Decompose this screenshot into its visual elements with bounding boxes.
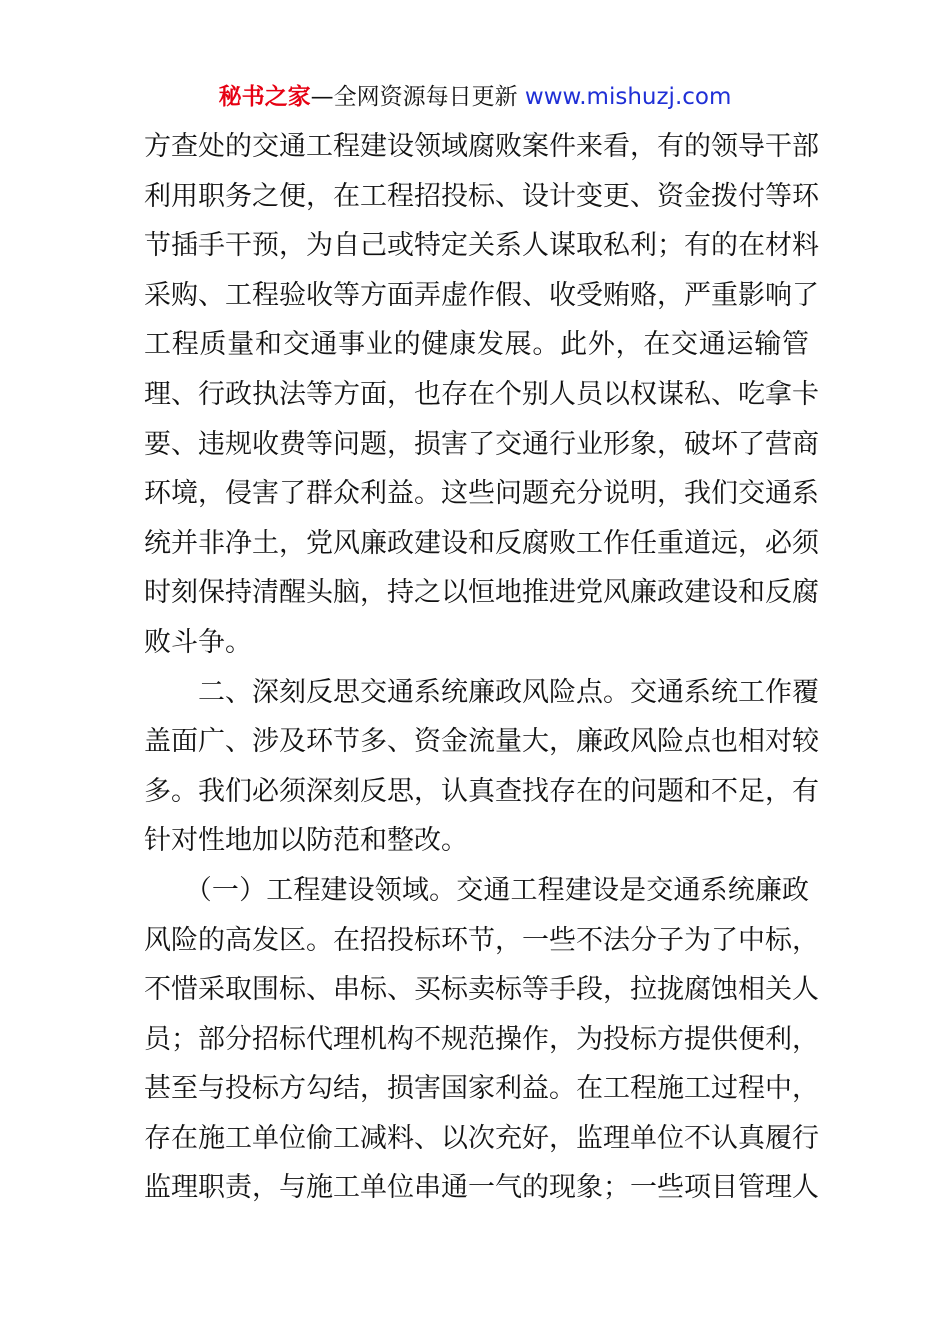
text-line: （一）工程建设领域。交通工程建设是交通系统廉政: [144, 874, 809, 906]
text-line: 针对性地加以防范和整改。: [144, 825, 468, 857]
text-line: 工程质量和交通事业的健康发展。此外，在交通运输管: [144, 329, 809, 361]
document-body: [144, 122, 819, 1213]
text-line: 员；部分招标代理机构不规范操作，为投标方提供便利，: [144, 1023, 819, 1055]
text-line: 败斗争。: [144, 626, 252, 658]
text-line: 方查处的交通工程建设领域腐败案件来看，有的领导干部: [144, 131, 819, 162]
text-line: 理、行政执法等方面，也存在个别人员以权谋私、吃拿卡: [144, 378, 819, 410]
site-url[interactable]: www.mishuzj.com: [524, 84, 732, 110]
text-line: 二、深刻反思交通系统廉政风险点。交通系统工作覆: [144, 676, 819, 708]
text-line: 采购、工程验收等方面弄虚作假、收受贿赂，严重影响了: [144, 279, 819, 311]
text-line: 利用职务之便，在工程招投标、设计变更、资金拨付等环: [144, 180, 819, 212]
text-line: 要、违规收费等问题，损害了交通行业形象，破坏了营商: [144, 428, 819, 460]
header-tagline: —全网资源每日更新: [310, 84, 525, 110]
text-line: 统并非净土，党风廉政建设和反腐败工作任重道远，必须: [144, 527, 819, 559]
text-line: 节插手干预，为自己或特定关系人谋取私利；有的在材料: [144, 230, 819, 262]
text-line: 盖面广、涉及环节多、资金流量大，廉政风险点也相对较: [144, 726, 819, 758]
page-header: [0, 80, 950, 114]
text-line: 甚至与投标方勾结，损害国家利益。在工程施工过程中，: [144, 1073, 819, 1105]
text-line: 不惜采取围标、串标、买标卖标等手段，拉拢腐蚀相关人: [144, 974, 819, 1006]
text-line: 监理职责，与施工单位串通一气的现象；一些项目管理人: [144, 1172, 819, 1204]
text-line: 多。我们必须深刻反思，认真查找存在的问题和不足，有: [144, 775, 819, 807]
brand-name: 秘书之家: [218, 84, 311, 110]
text-line: 时刻保持清醒头脑，持之以恒地推进党风廉政建设和反腐: [144, 577, 819, 609]
text-line: 存在施工单位偷工减料、以次充好，监理单位不认真履行: [144, 1122, 819, 1154]
text-line: 环境，侵害了群众利益。这些问题充分说明，我们交通系: [144, 478, 819, 510]
text-line: 风险的高发区。在招投标环节，一些不法分子为了中标，: [144, 924, 819, 956]
